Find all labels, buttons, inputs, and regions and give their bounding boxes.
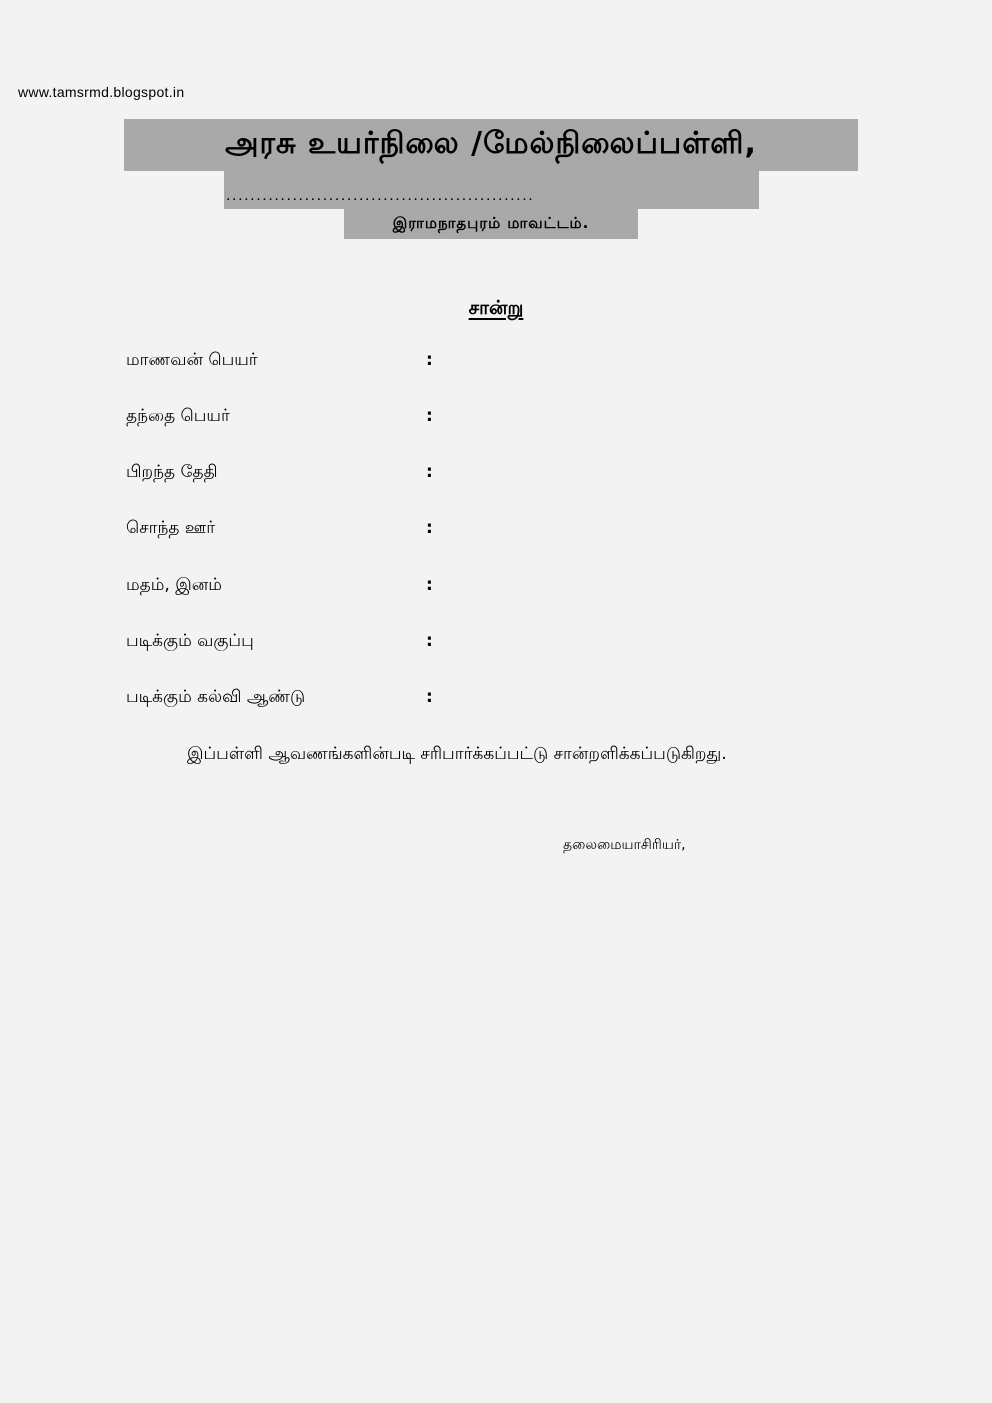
field-label: மாணவன் பெயர் <box>126 350 258 370</box>
field-label: படிக்கும் வகுப்பு <box>126 631 254 651</box>
field-father-name <box>126 406 526 432</box>
field-native-place <box>126 518 526 544</box>
certification-statement: இப்பள்ளி ஆவணங்களின்படி சரிபார்க்கப்பட்டு சான்றளிக்கப்படுகிறது. <box>187 744 727 764</box>
field-colon: : <box>426 631 433 651</box>
field-label: பிறந்த தேதி <box>126 462 218 482</box>
district-name: இராமநாதபுரம் மாவட்டம். <box>392 214 590 232</box>
certificate-heading-text: சான்று <box>468 297 524 319</box>
field-student-name <box>126 350 526 376</box>
field-date-of-birth <box>126 462 526 488</box>
field-label: சொந்த ஊர் <box>126 518 216 538</box>
field-class <box>126 631 526 657</box>
field-colon: : <box>426 350 433 370</box>
school-title-banner <box>124 119 858 171</box>
field-label: தந்தை பெயர் <box>126 406 230 426</box>
field-religion-caste <box>126 575 526 601</box>
headmaster-signature-label: தலைமையாசிரியர், <box>563 837 686 853</box>
district-banner <box>344 209 638 239</box>
certificate-heading <box>0 297 992 322</box>
field-colon: : <box>426 687 433 707</box>
field-colon: : <box>426 575 433 595</box>
field-colon: : <box>426 406 433 426</box>
field-academic-year <box>126 687 526 713</box>
school-name-blank <box>224 171 759 209</box>
website-url: www.tamsrmd.blogspot.in <box>18 84 185 100</box>
field-label: படிக்கும் கல்வி ஆண்டு <box>126 687 306 707</box>
field-label: மதம், இனம் <box>126 575 222 595</box>
field-colon: : <box>426 462 433 482</box>
school-name-dots: ................................................... <box>226 187 535 204</box>
school-title: அரசு உயர்நிலை /மேல்நிலைப்பள்ளி, <box>225 125 757 161</box>
field-colon: : <box>426 518 433 538</box>
